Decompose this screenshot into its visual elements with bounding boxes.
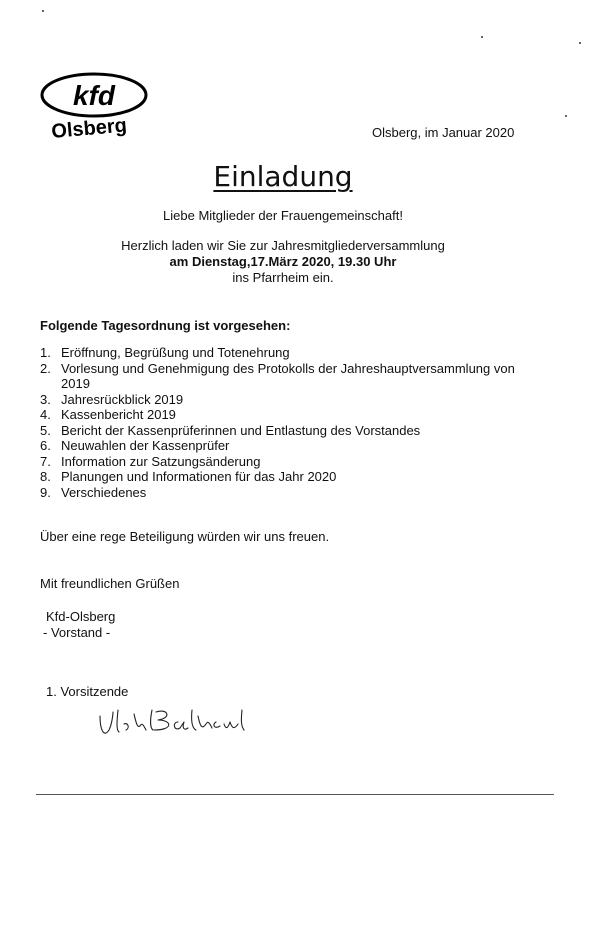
agenda-item-text: Neuwahlen der Kassenprüfer [61, 438, 230, 453]
page-title: Einladung [213, 160, 353, 193]
logo-bottom-text: Olsberg [50, 114, 128, 143]
agenda-item-number: 5. [40, 422, 51, 438]
agenda-item-text: Eröffnung, Begrüßung und Totenehrung [61, 345, 290, 360]
agenda-item-number: 7. [40, 453, 51, 469]
agenda-item [40, 407, 520, 423]
sender-body: - Vorstand - [43, 625, 111, 640]
agenda-item-text: Information zur Satzungsänderung [61, 453, 261, 469]
handwritten-signature [96, 700, 246, 744]
agenda-item-number: 2. [40, 360, 51, 376]
agenda-item [40, 392, 520, 408]
agenda-item-text: Jahresrückblick 2019 [61, 391, 184, 407]
agenda-item-text: Vorlesung und Genehmigung des Protokolls der Jahreshauptversammlung von 2019 [61, 360, 515, 391]
agenda-item [40, 454, 520, 470]
logo-top-text: kfd [73, 80, 115, 111]
invitation-line-3: ins Pfarrheim ein. [232, 270, 334, 285]
agenda-item-text: Planungen und Informationen für das Jahr 2020 [61, 469, 337, 484]
agenda-item-number: 4. [40, 407, 51, 422]
agenda-item [40, 423, 520, 439]
agenda-item-number: 6. [40, 438, 51, 453]
agenda-item [40, 485, 520, 501]
agenda-item [40, 438, 520, 454]
page-divider [36, 794, 554, 795]
agenda-item-text: Bericht der Kassenprüferinnen und Entlastung des Vorstandes [61, 422, 421, 438]
signature-graphic [96, 700, 246, 744]
agenda-item-number: 1. [40, 345, 51, 360]
sender-org: Kfd-Olsberg [46, 609, 116, 624]
agenda-list [40, 345, 520, 500]
greeting: Liebe Mitglieder der Frauengemeinschaft! [163, 208, 403, 223]
regards: Mit freundlichen Grüßen [40, 576, 180, 591]
agenda-item-text: Kassenbericht 2019 [61, 407, 176, 422]
agenda-item-text: Verschiedenes [61, 484, 147, 500]
agenda-item [40, 469, 520, 485]
signer-role: 1. Vorsitzende [46, 684, 129, 699]
kfd-logo-graphic [38, 70, 150, 148]
kfd-logo [38, 70, 150, 148]
closing-note: Über eine rege Beteiligung würden wir uns freuen. [40, 529, 330, 544]
agenda-item [40, 361, 520, 392]
agenda-item-number: 9. [40, 484, 51, 500]
place-date: Olsberg, im Januar 2020 [372, 125, 515, 140]
invitation-line-1: Herzlich laden wir Sie zur Jahresmitgliederversammlung [121, 238, 445, 253]
agenda-item [40, 345, 520, 361]
agenda-item-number: 3. [40, 391, 51, 407]
invitation-date-time: am Dienstag,17.März 2020, 19.30 Uhr [169, 254, 397, 269]
agenda-heading: Folgende Tagesordnung ist vorgesehen: [40, 318, 291, 333]
agenda-item-number: 8. [40, 469, 51, 484]
